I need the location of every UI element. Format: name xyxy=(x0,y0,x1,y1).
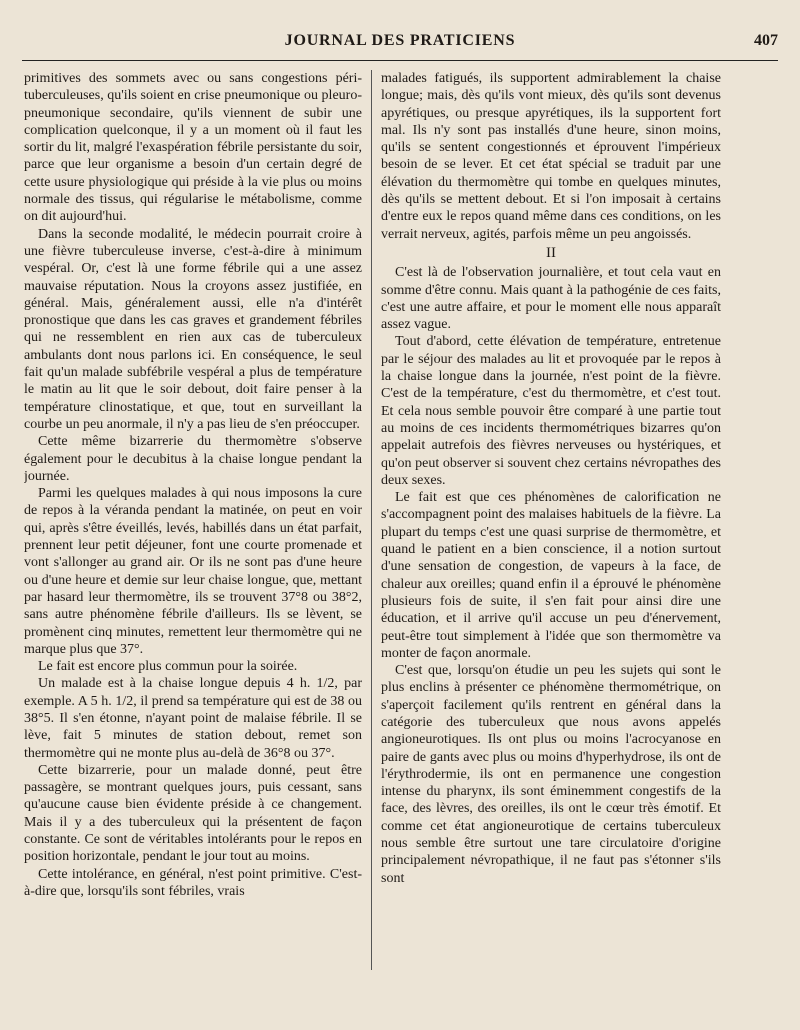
paragraph: Cette bizarrerie, pour un malade donné, peut être passagère, se montrant quelques jours, puis cessant, sans qu'aucune cause bien évidente préside à ce changement. Mais il y a des tuberculeux qui la présentent de façon constante. Ce sont de véritables intolérants pour le repos en position horizontale, pendant le jour tout au moins. xyxy=(24,762,362,865)
paragraph: Parmi les quelques malades à qui nous imposons la cure de repos à la véranda pendant la matinée, on peut en voir qui, après s'être éveillés, levés, habillés dans un état parfait, prennent leur petit déjeuner, font une courte promenade et vont s'allonger au grand air. Or ils ne sont pas d'une heure ou d'une heure et demie sur leur chaise longue, que, mettant par hasard leur thermomètre, ils se trouvent 37°8 ou 38°2, sans autre phénomène fébrile d'ailleurs. Ils se lèvent, se promènent cinq minutes, remettent leur thermomètre qui ne marque plus que 37°. xyxy=(24,486,362,657)
paragraph: C'est que, lorsqu'on étudie un peu les sujets qui sont le plus enclins à présenter ce phénomène thermométrique, on s'aperçoit facilement qu'ils rentrent en général dans la catégorie des tuberculeux que nous avons appelés angioneurotiques. Ils ont plus ou moins l'acrocyanose en paire de gants avec plus ou moins d'hyperhydrose, ils ont de l'érythrodermie, ils ont en permanence une congestion intense du pharynx, ils sont éminemment congestifs de la face, des lèvres, des oreilles, ils ont le cœur très émotif. Et comme cet état angioneurotique de certains tuberculeux nous semble être surtout une tare circulatoire d'origine principalement névropathique, il ne faut pas s'étonner s'ils sont xyxy=(381,663,721,886)
paragraph: Le fait est encore plus commun pour la soirée. xyxy=(38,659,298,675)
right-column xyxy=(381,70,721,1012)
paragraph: Cette même bizarrerie du thermomètre s'observe également pour le decubitus à la chaise longue pendant la journée. xyxy=(24,434,362,484)
paragraph: Dans la seconde modalité, le médecin pourrait croire à une fièvre tuberculeuse inverse, c'est-à-dire à minimum vespéral. Or, c'est là une forme fébrile qui a une assez mauvaise réputation. Nous la croyons assez justifiée, en général. Mais, généralement aussi, elle n'a d'intérêt pronostique que dans les cas graves et grandement fébriles qui ne ressemblent en rien aux cas de tuberculeux ambulants dont nous parlons ici. En conséquence, le seul fait qu'un malade subfébrile vespéral a plus de température le matin au lit que le soir debout, doit faire penser à la température clinostatique, et que, tout en surveillant la courbe un peu anormale, il n'y a pas lieu de s'en préoccuper. xyxy=(24,226,362,432)
paragraph: Tout d'abord, cette élévation de température, entretenue par le séjour des malades au lit et provoquée par le repos à la chaise longue dans la journée, n'est point de la fièvre. C'est de la température, c'est du thermomètre, et c'est tout. Et cela nous semble pouvoir être comparé à une partie tout au moins de ces incidents thermométriques bizarres qu'on appelait autrefois des fièvres nerveuses ou hystériques, et qu'on peut observer si souvent chez certains névropathes des deux sexes. xyxy=(381,334,721,488)
paragraph: primitives des sommets avec ou sans congestions péri-tuberculeuses, qu'ils soient en crise pneumonique ou pleuro-pneumonique secondaire, qu'ils viennent de subir une complication quelconque, il y a un moment où il faut les sortir du lit, malgré l'exaspération fébrile persistante du soir, parce que leur organisme a besoin d'un certain degré de cette usure physiologique qui préside à la vie plus ou moins normale des tissus, qui régularise le métabolisme, comme on dit aujourd'hui. xyxy=(24,71,362,225)
paragraph: C'est là de l'observation journalière, et tout cela vaut en somme d'être connu. Mais quant à la pathogénie de ces faits, c'est une autre affaire, et pour le moment elle nous apparaît assez vague. xyxy=(381,265,721,333)
paragraph: Cette intolérance, en général, n'est point primitive. C'est-à-dire que, lorsqu'ils sont fébriles, vrais xyxy=(24,866,362,899)
left-column xyxy=(24,70,362,1012)
journal-title: JOURNAL DES PRATICIENS xyxy=(284,32,516,49)
paragraph: Un malade est à la chaise longue depuis 4 h. 1/2, par exemple. A 5 h. 1/2, il prend sa température qui est de 38 ou 38°5. Il s'en étonne, n'ayant point de malaise fébrile. Il se lève, fait 5 minutes de station debout, remet son thermomètre qui ne monte plus au-delà de 36°8 ou 37°. xyxy=(24,676,362,761)
paragraph: Le fait est que ces phénomènes de calorification ne s'accompagnent point des malaises habituels de la fièvre. La plupart du temps c'est une quasi surprise de thermomètre, et quand le patient en a bien conscience, il a notion surtout d'une sensation de congestion, de vapeurs à la face, de chaleur aux oreilles; quand enfin il a éprouvé le phénomène plusieurs fois de suite, il s'en fait pour ainsi dire une éducation, et il arrive qu'il accuse un peu d'énervement, peut-être tout simplement à l'idée que son thermomètre va monter de façon anormale. xyxy=(381,490,721,661)
section-heading: II xyxy=(546,244,556,261)
column-divider xyxy=(371,70,372,970)
page-header xyxy=(22,28,778,61)
page-number: 407 xyxy=(754,32,778,49)
paragraph: malades fatigués, ils supportent admirablement la chaise longue; mais, dès qu'ils vont mieux, dès qu'ils sont devenus apyrétiques, ou presque apyrétiques, ils la supportent fort mal. Ils n'y sont pas installés d'une heure, sinon moins, qu'ils se sentent congestionnés et éprouvent l'impérieux besoin de se lever. Et cet état spécial se traduit par une élévation du thermomètre qui tombe en quelques minutes, dès qu'ils se mettent debout. Et si l'on imposait à certains d'entre eux le repos quand même dans ces conditions, on les verrait nerveux, agités, parfois même un peu angoissés. xyxy=(381,71,721,242)
